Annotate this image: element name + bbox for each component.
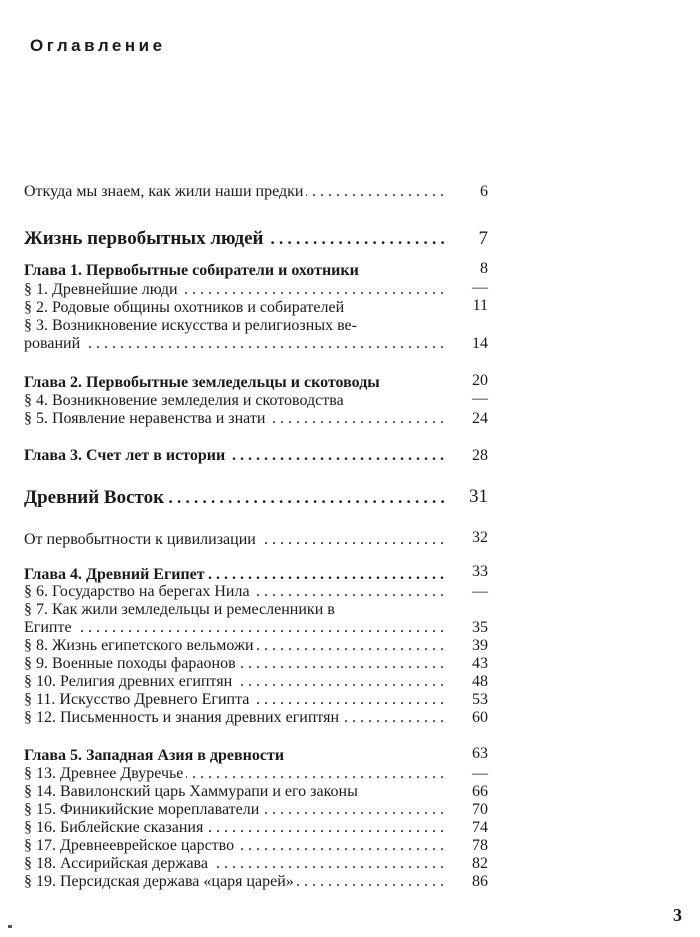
toc-entry-page: 32 <box>472 529 488 546</box>
toc-entry-page: — <box>472 279 488 296</box>
toc-heading: Оглавление <box>30 36 166 55</box>
toc-entry-page: 70 <box>472 801 488 818</box>
toc-entry-page: 14 <box>472 335 488 352</box>
toc-entry[interactable]: От первобытности к цивилизации . . . <box>24 530 444 549</box>
toc-entry-page: 48 <box>472 673 488 690</box>
toc-entry[interactable]: § 13. Древнее Двуречье . . . <box>24 764 444 783</box>
toc-entry-page: 8 <box>480 260 488 277</box>
toc-entry-page: 66 <box>472 783 488 800</box>
toc-entry-page: 20 <box>472 372 488 389</box>
toc-chapter[interactable]: Глава 2. Первобытные земледельцы и скотоводы <box>24 373 444 392</box>
toc-entry-page: 74 <box>472 819 488 836</box>
toc-entry[interactable]: § 5. Появление неравенства и знати . . . <box>24 409 444 428</box>
toc-entry-title: Откуда мы знаем, как жили наши предки <box>24 183 306 200</box>
toc-entry-page: 78 <box>472 837 488 854</box>
toc-entry[interactable]: § 9. Военные походы фараонов . . . <box>24 654 444 673</box>
toc-entry[interactable]: § 2. Родовые общины охотников и собирателей <box>24 298 444 317</box>
toc-entry[interactable]: § 16. Библейские сказания . . . <box>24 818 444 837</box>
toc-part-title[interactable]: Жизнь первобытных людей . . . <box>24 228 444 250</box>
toc-entry-page: 53 <box>472 691 488 708</box>
toc-entry[interactable]: § 15. Финикийские мореплаватели . . . <box>24 800 444 819</box>
toc-entry-page: 11 <box>472 297 488 314</box>
toc-entry-page: 6 <box>480 183 488 200</box>
toc-entry[interactable]: § 12. Письменность и знания древних египтян . . . <box>24 708 444 727</box>
toc-entry-page: — <box>472 583 488 600</box>
toc-part-title[interactable]: Древний Восток . . . <box>24 487 444 509</box>
toc-entry[interactable]: § 6. Государство на берегах Нила . . . <box>24 582 444 601</box>
toc-entry[interactable]: Египте . . . <box>24 618 444 637</box>
toc-entry-page: 24 <box>472 410 488 427</box>
toc-chapter[interactable]: Глава 5. Западная Азия в древности <box>24 746 444 765</box>
toc-entry-page: 7 <box>478 228 488 249</box>
toc-chapter[interactable]: Глава 1. Первобытные собиратели и охотники <box>24 261 444 280</box>
toc-entry-page: 63 <box>472 745 488 762</box>
toc-entry-page: 43 <box>472 655 488 672</box>
toc-entry[interactable]: § 3. Возникновение искусства и религиозных ве- <box>24 316 444 335</box>
toc-entry[interactable]: § 18. Ассирийская держава . . . <box>24 854 444 873</box>
toc-entry[interactable]: § 4. Возникновение земледелия и скотоводства <box>24 391 444 410</box>
toc-entry[interactable]: § 11. Искусство Древнего Египта . . . <box>24 690 444 709</box>
toc-entry-page: 82 <box>472 855 488 872</box>
toc-entry-page: 35 <box>472 619 488 636</box>
toc-entry[interactable]: § 10. Религия древних египтян . . . <box>24 672 444 691</box>
toc-entry[interactable]: § 17. Древнееврейское царство . . . <box>24 836 444 855</box>
toc-entry-page: — <box>472 765 488 782</box>
toc-entry[interactable]: § 7. Как жили земледельцы и ремесленники в <box>24 600 444 619</box>
toc-chapter[interactable]: Глава 3. Счет лет в истории . . . <box>24 446 444 465</box>
toc-entry-page: 60 <box>472 709 488 726</box>
toc-entry[interactable]: § 14. Вавилонский царь Хаммурапи и его законы <box>24 782 444 801</box>
toc-entry-page: 31 <box>469 486 488 507</box>
toc-entry-page: 39 <box>472 637 488 654</box>
toc-entry-page: 28 <box>472 447 488 464</box>
toc-chapter[interactable]: Глава 4. Древний Египет . . . <box>24 565 444 584</box>
toc-entry[interactable]: § 19. Персидская держава «царя царей» . . . <box>24 872 444 891</box>
toc-entry-page: 86 <box>472 873 488 890</box>
toc-entry[interactable]: рований . . . <box>24 334 444 353</box>
toc-entry[interactable]: § 1. Древнейшие люди . . . <box>24 280 444 299</box>
scan-mark <box>8 925 12 928</box>
toc-entry[interactable]: § 8. Жизнь египетского вельможи . . . <box>24 636 444 655</box>
toc-entry-page: 33 <box>472 563 488 580</box>
toc-entry-page: — <box>472 390 488 407</box>
toc-entry[interactable] <box>24 182 444 201</box>
page-number: 3 <box>673 905 682 925</box>
